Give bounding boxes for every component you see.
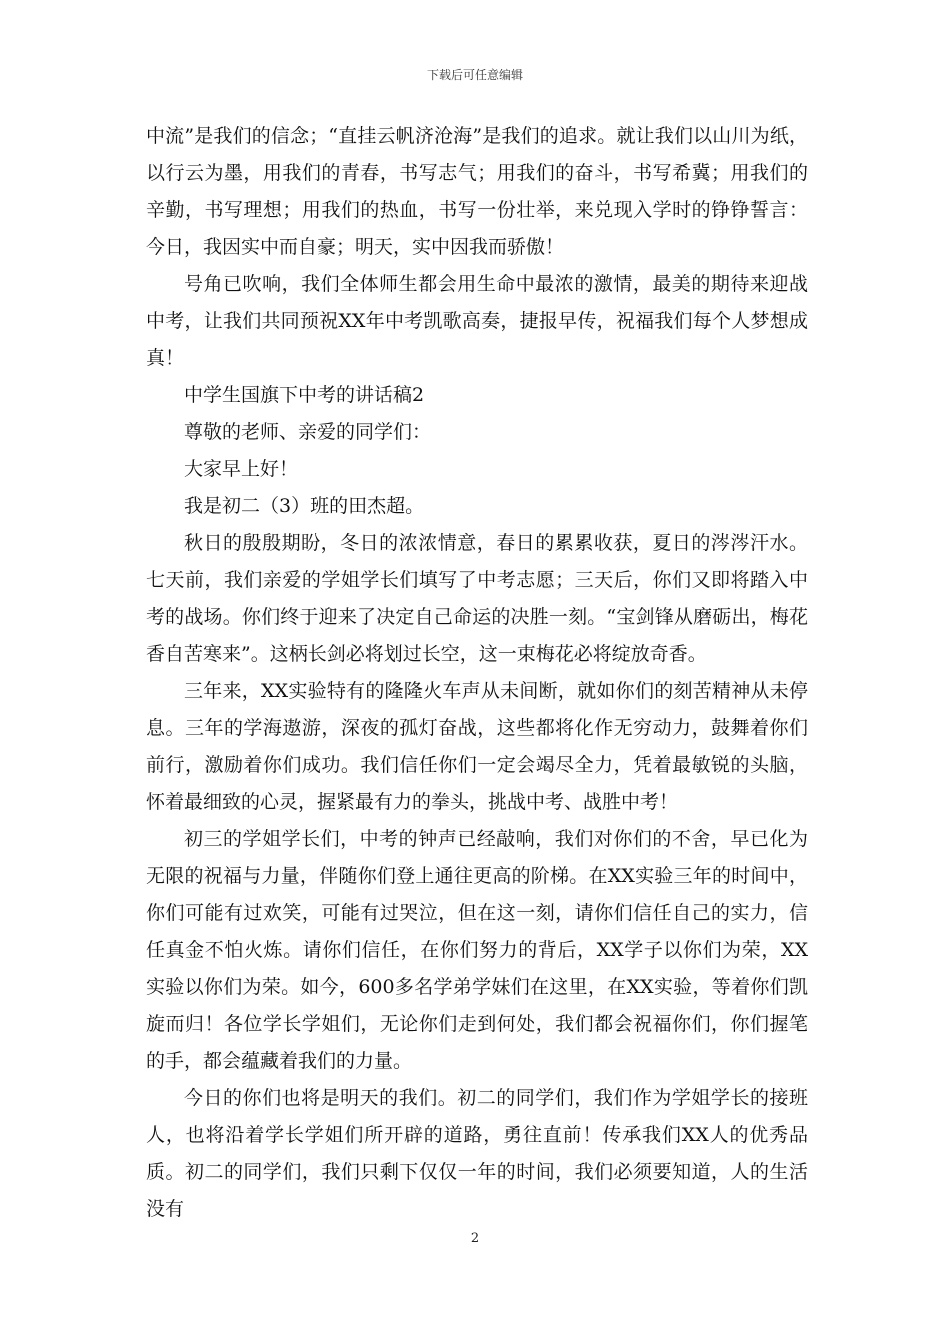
page-header: 下载后可任意编辑: [426, 68, 523, 82]
paragraph: 号角已吹响，我们全体师生都会用生命中最浓的激情，最美的期待来迎战中考，让我们共同预祝XX年中考凯歌高奏，捷报早传，祝福我们每个人梦想成真！: [146, 273, 808, 369]
paragraph: 秋日的殷殷期盼，冬日的浓浓情意，春日的累累收获，夏日的涔涔汗水。七天前，我们亲爱的学姐学长们填写了中考志愿；三天后，你们又即将踏入中考的战场。你们终于迎来了决定自己命运的决胜一刻。“宝剑锋从磨砺出，梅花香自苦寒来”。这柄长剑必将划过长空，这一束梅花必将绽放奇香。: [146, 532, 808, 665]
paragraph: 中流”是我们的信念；“直挂云帆济沧海”是我们的追求。就让我们以山川为纸，以行云为墨，用我们的青春，书写志气；用我们的奋斗，书写希冀；用我们的辛勤，书写理想；用我们的热血，书写一份壮举，来兑现入学时的铮铮誓言：今日，我因实中而自豪；明天，实中因我而骄傲！: [146, 125, 808, 258]
paragraph: 初三的学姐学长们，中考的钟声已经敲响，我们对你们的不舍，早已化为无限的祝福与力量，伴随你们登上通往更高的阶梯。在XX实验三年的时间中，你们可能有过欢笑，可能有过哭泣，但在这一刻，请你们信任自己的实力，信任真金不怕火炼。请你们信任，在你们努力的背后，XX学子以你们为荣，XX实验以你们为荣。如今，600多名学弟学妹们在这里，在XX实验，等着你们凯旋而归！各位学长学姐们，无论你们走到何处，我们都会祝福你们，你们握笔的手，都会蕴藏着我们的力量。: [146, 828, 808, 1072]
document-body: [146, 118, 808, 1228]
greeting: 大家早上好！: [184, 458, 299, 480]
page-number: 2: [470, 1231, 480, 1246]
section-title: 中学生国旗下中考的讲话稿2: [184, 384, 425, 406]
speaker-intro: 我是初二（3）班的田杰超。: [184, 495, 425, 517]
paragraph: 三年来，XX实验特有的隆隆火车声从未间断，就如你们的刻苦精神从未停息。三年的学海遨游，深夜的孤灯奋战，这些都将化作无穷动力，鼓舞着你们前行，激励着你们成功。我们信任你们一定会竭尽全力，凭着最敏锐的头脑，怀着最细致的心灵，握紧最有力的拳头，挑战中考、战胜中考！: [146, 680, 808, 813]
paragraph: 今日的你们也将是明天的我们。初二的同学们，我们作为学姐学长的接班人，也将沿着学长学姐们所开辟的道路，勇往直前！传承我们XX人的优秀品质。初二的同学们，我们只剩下仅仅一年的时间，我们必须要知道，人的生活没有: [146, 1087, 808, 1220]
salutation: 尊敬的老师、亲爱的同学们：: [184, 421, 432, 443]
